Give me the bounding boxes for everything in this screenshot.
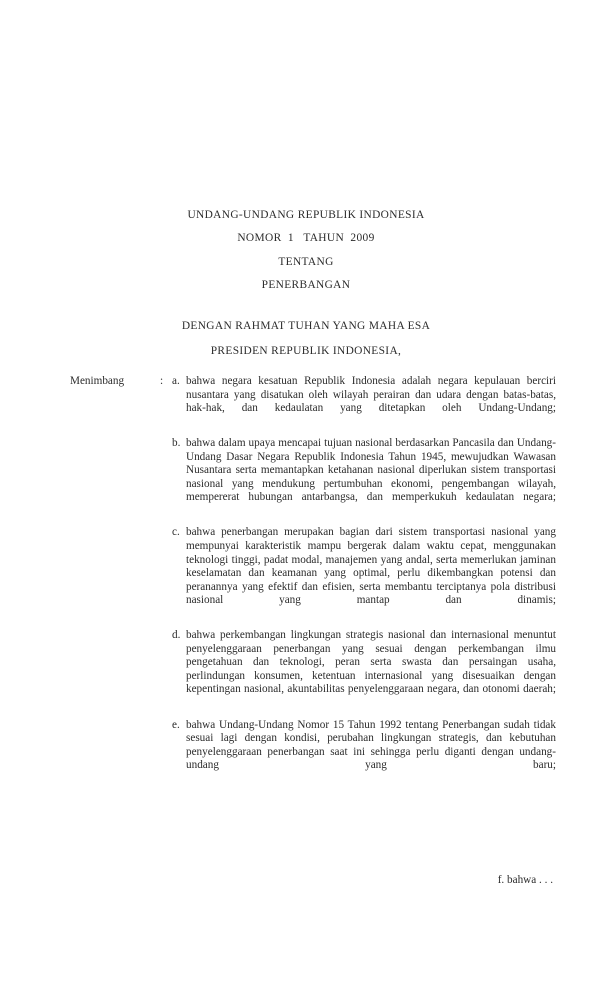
consideration-text: bahwa penerbangan merupakan bagian dari sistem transportasi nasional yang mempunyai karakteristik mampu bergerak dalam waktu cepat, menggunakan teknologi tinggi, padat modal, manajemen yang andal, serta memerlukan jaminan keselamatan dan keamanan yang optimal, perlu dikembangkan potensi dan peranannya yang efektif dan efisien, serta membantu terciptanya pola distribusi nasional yang mantap dan dinamis; [186, 526, 556, 607]
consideration-text: bahwa negara kesatuan Republik Indonesia adalah negara kepulauan berciri nusantara yang disatukan oleh wilayah perairan dan udara dengan batas-batas, hak-hak, dan kedaulatan yang ditetapkan oleh Undang-Undang; [186, 375, 556, 415]
consideration-item [172, 437, 556, 518]
consideration-item [172, 526, 556, 621]
consideration-text: bahwa perkembangan lingkungan strategis nasional dan internasional menuntut penyelenggaraan penerbangan yang sesuai dengan perkembangan ilmu pengetahuan dan teknologi, peran serta swasta dan persaingan usaha, perlindungan konsumen, ketentuan internasional yang disesuaikan dengan kepentingan nasional, akuntabilitas penyelenggaraan negara, dan otonomi daerah; [186, 629, 556, 696]
consideration-marker: e. [172, 718, 180, 731]
considerations-list [172, 375, 556, 786]
law-number: NOMOR 1 TAHUN 2009 [237, 232, 375, 245]
consideration-marker: b. [172, 437, 181, 450]
enactment-block [56, 314, 556, 363]
enactment-authority: PRESIDEN REPUBLIK INDONESIA, [210, 344, 402, 357]
consideration-text: bahwa dalam upaya mencapai tujuan nasional berdasarkan Pancasila dan Undang-Undang Dasar Negara Republik Indonesia Tahun 1945, mewujudkan Wawasan Nusantara serta memantapkan ketahanan nasional diperlukan sistem transportasi nasional yang mendukung pertumbuhan ekonomi, pengembangan wilayah, mempererat hubungan antarbangsa, dan memperkukuh kedaulatan negara; [186, 437, 556, 504]
page-catchword: f. bahwa . . . [497, 874, 553, 886]
consideration-item [172, 375, 556, 429]
considerations-label: Menimbang [70, 375, 125, 387]
consideration-marker: d. [172, 629, 181, 642]
law-subject: PENERBANGAN [261, 279, 351, 292]
masthead [56, 204, 556, 298]
law-tentang-label: TENTANG [278, 255, 334, 268]
consideration-marker: a. [172, 375, 180, 387]
enactment-blessing: DENGAN RAHMAT TUHAN YANG MAHA ESA [181, 320, 431, 332]
law-title: UNDANG-UNDANG REPUBLIK INDONESIA [187, 209, 425, 221]
consideration-marker: c. [172, 526, 180, 539]
consideration-item [172, 629, 556, 710]
considerations-separator: : [160, 375, 164, 387]
consideration-item [172, 719, 556, 787]
consideration-text: bahwa Undang-Undang Nomor 15 Tahun 1992 tentang Penerbangan sudah tidak sesuai lagi dengan kondisi, perubahan lingkungan strategis, dan kebutuhan penyelenggaraan penerbangan saat ini sehingga perlu diganti dengan undang-undang yang baru; [186, 718, 556, 772]
